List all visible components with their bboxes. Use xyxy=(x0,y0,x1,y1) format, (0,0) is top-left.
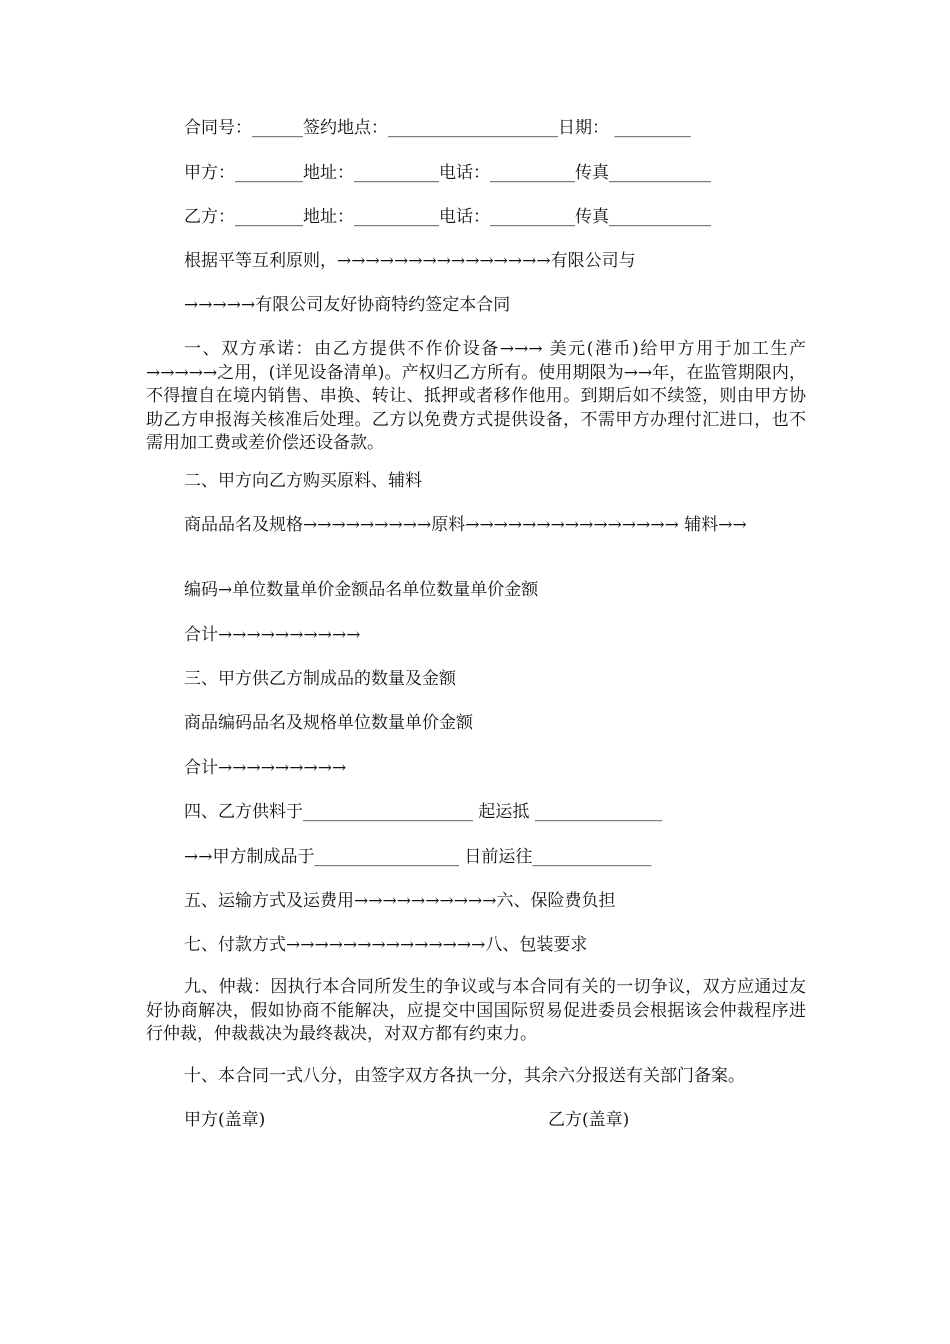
preamble-line-1: 根据平等互利原则，→→→→→→→→→→→→→→→有限公司与 xyxy=(184,251,636,271)
party-b-line: 乙方：________地址：__________电话：__________传真____________ xyxy=(184,207,711,227)
party-b-seal-label: 乙方(盖章) xyxy=(548,1110,630,1130)
clause-10-line: 十、本合同一式八分，由签字双方各执一分，其余六分报送有关部门备案。 xyxy=(184,1066,745,1086)
clause-3-total: 合计→→→→→→→→→ xyxy=(184,758,347,778)
contract-header-line: 合同号：______签约地点：____________________日期： _________ xyxy=(184,118,691,138)
clause-3-heading: 三、甲方供乙方制成品的数量及金额 xyxy=(184,669,456,689)
clause-2-items-paragraph: 商品品名及规格→→→→→→→→→原料→→→→→→→→→→→→→→→ 辅料→→ xyxy=(184,515,747,535)
clause-2-total: 合计→→→→→→→→→→ xyxy=(184,625,361,645)
clause-9-paragraph: 九、仲裁：因执行本合同所发生的争议或与本合同有关的一切争议，双方应通过友好协商解决，假如协商不能解决，应提交中国国际贸易促进委员会根据该会仲裁程序进行仲裁，仲裁裁决为最终裁决，对双方都有约束力。 xyxy=(146,977,806,1044)
clause-7-8-line: 七、付款方式→→→→→→→→→→→→→→八、包装要求 xyxy=(184,935,588,955)
clause-5-6-line: 五、运输方式及运费用→→→→→→→→→→六、保险费负担 xyxy=(184,891,616,911)
clause-2-columns: 编码→单位数量单价金额品名单位数量单价金额 xyxy=(184,580,539,600)
clause-3-columns: 商品编码品名及规格单位数量单价金额 xyxy=(184,713,473,733)
clause-1-paragraph: 一、双方承诺：由乙方提供不作价设备→→→ 美元(港币)给甲方用于加工生产→→→→→之用，(详见设备清单)。产权归乙方所有。使用期限为→→年，在监管期限内，不得擅自在境内销售、串换、转让、抵押或者移作他用。到期后如不续签，则由甲方协助乙方申报海关核准后处理。乙方以免费方式提供设备，不需甲方办理付汇进口，也不需用加工费或差价偿还设备款。 xyxy=(146,339,806,453)
clause-4-line-2: →→甲方制成品于_________________ 日前运往______________ xyxy=(184,847,652,867)
clause-4-line-1: 四、乙方供料于____________________ 起运抵 _______________ xyxy=(184,802,663,822)
party-a-line: 甲方：________地址：__________电话：__________传真____________ xyxy=(184,163,711,183)
clause-2-heading: 二、甲方向乙方购买原料、辅料 xyxy=(184,471,422,491)
preamble-line-2: →→→→→有限公司友好协商特约签定本合同 xyxy=(184,295,511,315)
party-a-seal-label: 甲方(盖章) xyxy=(184,1110,266,1130)
